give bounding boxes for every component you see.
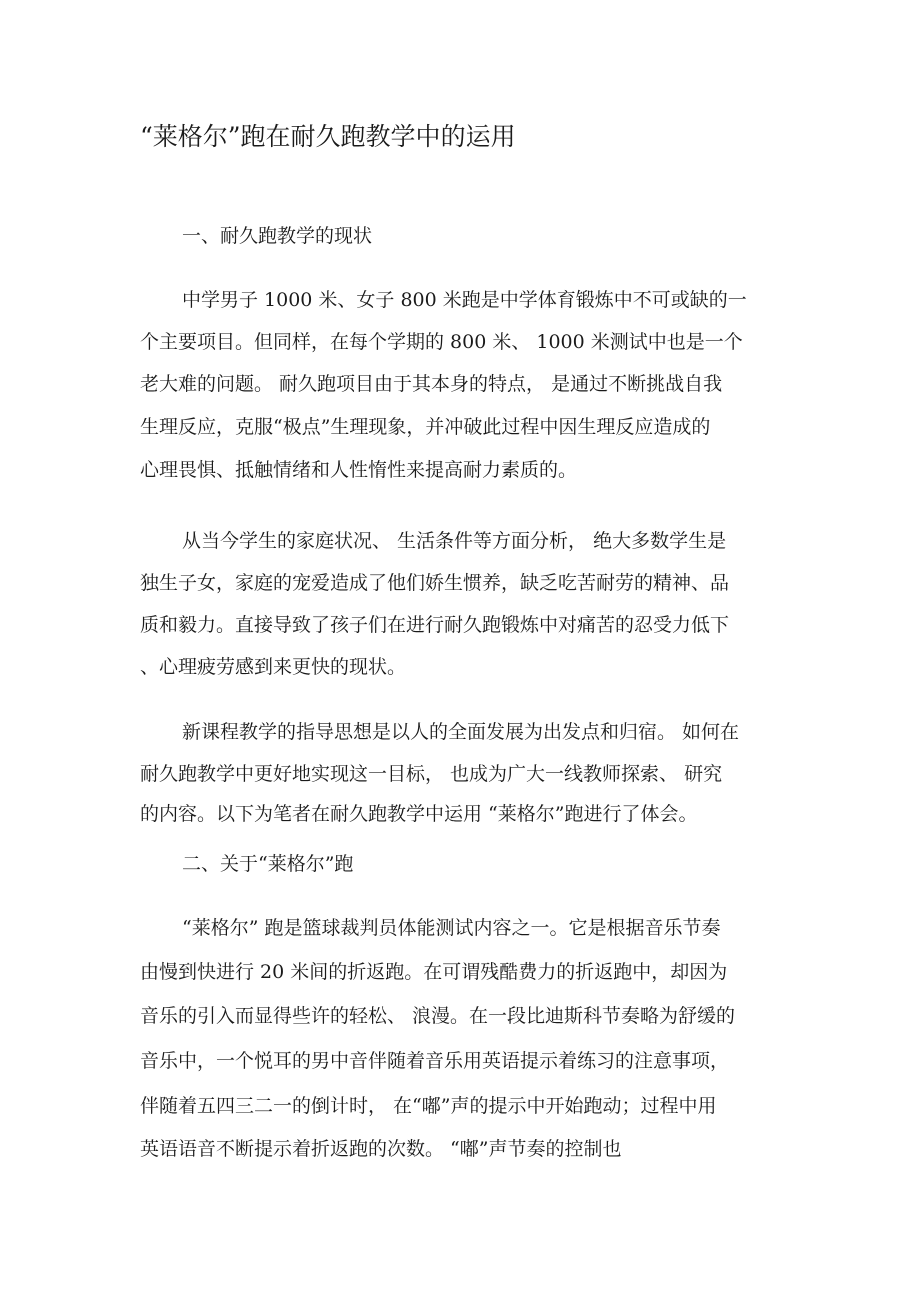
paragraph-3-line-1: 新课程教学的指导思想是以人的全面发展为出发点和归宿。 如何在 bbox=[182, 721, 740, 743]
paragraph-1-line-3: 老大难的问题。 耐久跑项目由于其本身的特点， 是通过不断挑战自我 bbox=[140, 373, 723, 395]
paragraph-1-line-1: 中学男子 1000 米、女子 800 米跑是中学体育锻炼中不可或缺的一 bbox=[182, 289, 747, 311]
paragraph-4-line-2: 由慢到快进行 20 米间的折返跑。在可谓残酷费力的折返跑中，却因为 bbox=[140, 961, 728, 983]
document-title: “莱格尔”跑在耐久跑教学中的运用 bbox=[140, 122, 516, 151]
paragraph-4-line-6: 英语语音不断提示着折返跑的次数。 “嘟”声节奏的控制也 bbox=[140, 1138, 622, 1160]
paragraph-3-line-3: 的内容。以下为笔者在耐久跑教学中运用 “莱格尔”跑进行了体会。 bbox=[140, 803, 698, 825]
paragraph-4-line-1: “莱格尔” 跑是篮球裁判员体能测试内容之一。它是根据音乐节奏 bbox=[182, 917, 721, 939]
paragraph-4-line-4: 音乐中，一个悦耳的男中音伴随着音乐用英语提示着练习的注意事项， bbox=[140, 1050, 730, 1072]
paragraph-1-line-5: 心理畏惧、抵触情绪和人性惰性来提高耐力素质的。 bbox=[140, 459, 578, 481]
paragraph-2-line-2: 独生子女，家庭的宠爱造成了他们娇生惯养，缺乏吃苦耐劳的精神、品 bbox=[140, 572, 730, 594]
paragraph-2-line-1: 从当今学生的家庭状况、 生活条件等方面分析， 绝大多数学生是 bbox=[182, 530, 727, 552]
paragraph-2-line-4: 、心理疲劳感到来更快的现状。 bbox=[140, 656, 407, 678]
paragraph-4-line-3: 音乐的引入而显得些许的轻松、 浪漫。在一段比迪斯科节奏略为舒缓的 bbox=[140, 1005, 736, 1027]
section-heading-1: 一、耐久跑教学的现状 bbox=[182, 225, 373, 247]
section-heading-2: 二、关于“莱格尔”跑 bbox=[182, 853, 354, 875]
paragraph-4-line-5: 伴随着五四三二一的倒计时， 在“嘟”声的提示中开始跑动；过程中用 bbox=[140, 1095, 717, 1117]
paragraph-2-line-3: 质和毅力。直接导致了孩子们在进行耐久跑锻炼中对痛苦的忍受力低下 bbox=[140, 614, 730, 636]
paragraph-1-line-4: 生理反应，克服“极点”生理现象，并冲破此过程中因生理反应造成的 bbox=[140, 416, 711, 438]
paragraph-3-line-2: 耐久跑教学中更好地实现这一目标， 也成为广大一线教师探索、 研究 bbox=[140, 763, 723, 785]
paragraph-1-line-2: 个主要项目。但同样，在每个学期的 800 米、 1000 米测试中也是一个 bbox=[140, 331, 743, 353]
